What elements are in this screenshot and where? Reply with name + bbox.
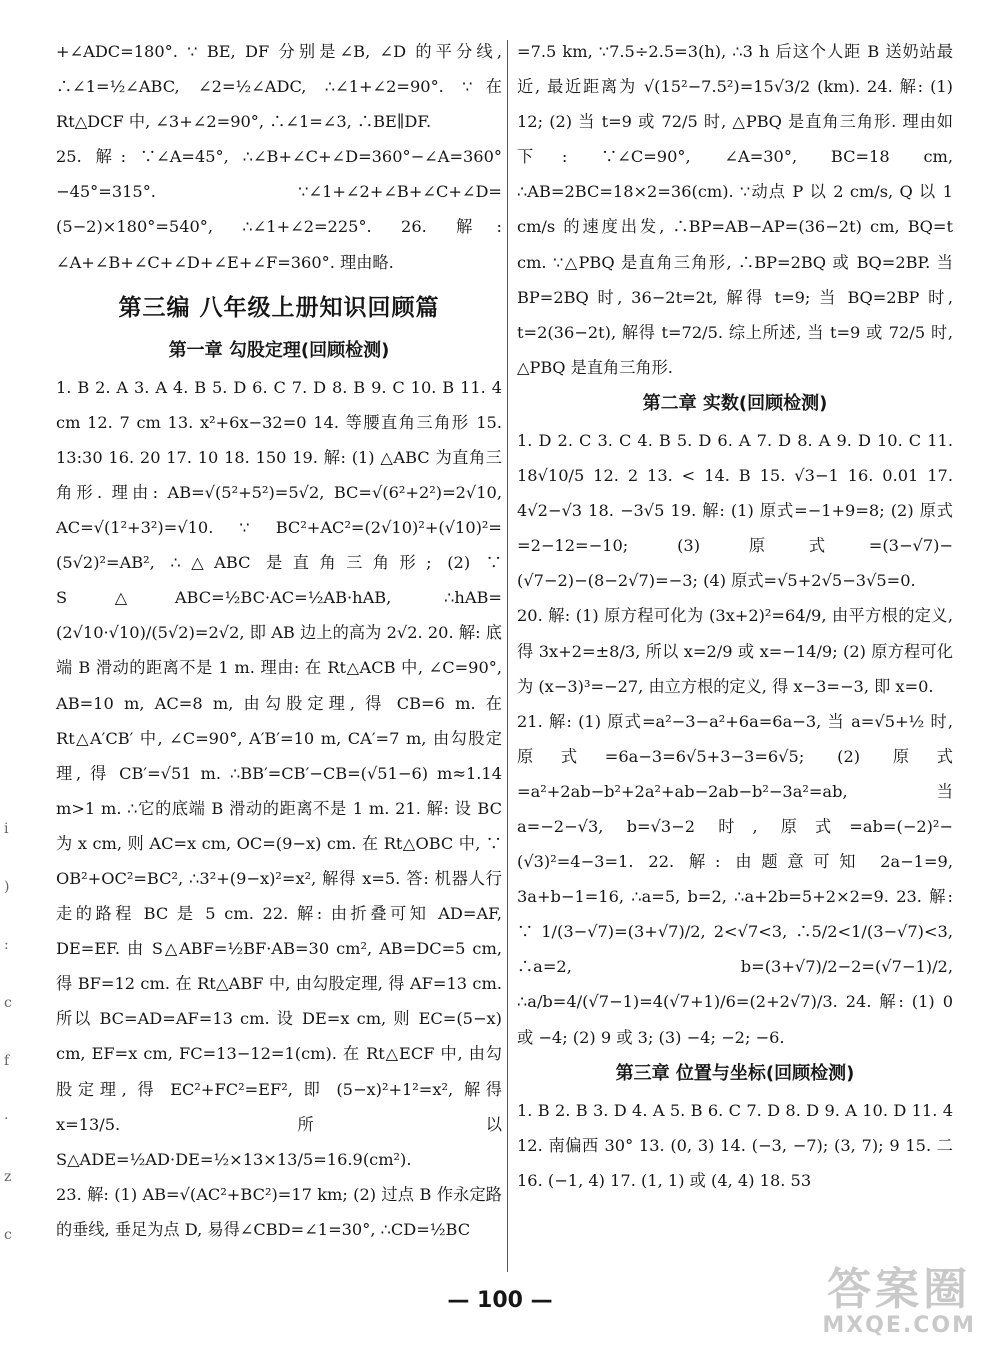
watermark bbox=[822, 1266, 976, 1338]
answer-paragraph: 1. B 2. A 3. A 4. B 5. D 6. C 7. D 8. B 9. C 10. B 11. 4 cm 12. 7 cm 13. x²+6x−32=0 14. 等腰直角三角形 15. 13:30 16. 20 17. 10 18. 150 19. 解: (1) △ABC 为直角三角形. 理由: AB=√(5²+5²)=5√2, BC=√(6²+2²)=2√10, AC=√(1²+3²)=√10. ∵ BC²+AC²=(2√10)²+(√10)²=(5√2)²=AB², ∴△ABC 是直角三角形; (2) ∵ S△ABC=½BC·AC=½AB·hAB, ∴hAB=(2√10·√10)/(5√2)=2√2, 即 AB 边上的高为 2√2. 20. 解: 底端 B 滑动的距离不是 1 m. 理由: 在 Rt△ACB 中, ∠C=90°, AB=10 m, AC=8 m, 由勾股定理, 得 CB=6 m. 在 Rt△A′CB′ 中, ∠C=90°, A′B′=10 m, CA′=7 m, 由勾股定理, 得 CB′=√51 m. ∴BB′=CB′−CB=(√51−6) m≈1.14 m>1 m. ∴它的底端 B 滑动的距离不是 1 m. 21. 解: 设 BC 为 x cm, 则 AC=x cm, OC=(9−x) cm. 在 Rt△OBC 中, ∵ OB²+OC²=BC², ∴3²+(9−x)²=x², 解得 x=5. 答: 机器人行走的路程 BC 是 5 cm. 22. 解: 由折叠可知 AD=AF, DE=EF. 由 S△ABF=½BF·AB=30 cm², AB=DC=5 cm, 得 BF=12 cm. 在 Rt△ABF 中, 由勾股定理, 得 AF=13 cm. 所以 BC=AD=AF=13 cm. 设 DE=x cm, 则 EC=(5−x) cm, EF=x cm, FC=13−12=1(cm). 在 Rt△ECF 中, 由勾股定理, 得 EC²+FC²=EF², 即 (5−x)²+1²=x², 解得 x=13/5. 所以 S△ADE=½AD·DE=½×13×13/5=16.9(cm²). bbox=[56, 377, 502, 1169]
answer-paragraph: 1. D 2. C 3. C 4. B 5. D 6. A 7. D 8. A 9. D 10. C 11. 18√10/5 12. 2 13. < 14. B 15. √3−1 16. 0.01 17. 4√2−√3 18. −3√5 19. 解: (1) 原式=−1+9=8; (2) 原式=2−12=−10; (3) 原式=(3−√7)−(√7−2)−(8−2√7)=−3; (4) 原式=√5+2√5−3√5=0. bbox=[517, 430, 953, 591]
answer-paragraph: 23. 解: (1) AB=√(AC²+BC²)=17 km; (2) 过点 B 作永定路的垂线, 垂足为点 D, 易得∠CBD=∠1=30°, ∴CD=½BC bbox=[56, 1184, 502, 1239]
answer-paragraph: 20. 解: (1) 原方程可化为 (3x+2)²=64/9, 由平方根的定义, 得 3x+2=±8/3, 所以 x=2/9 或 x=−14/9; (2) 原方程可化为 (x−3)³=−27, 由立方根的定义, 得 x−3=−3, 即 x=0. bbox=[517, 606, 953, 696]
margin-mark: · bbox=[4, 1111, 9, 1127]
watermark-site: MXQE.COM bbox=[822, 1313, 976, 1338]
part-title: 第三编 八年级上册知识回顾篇 bbox=[118, 294, 440, 321]
left-column bbox=[56, 34, 502, 1247]
answer-paragraph: +∠ADC=180°. ∵ BE, DF 分别是∠B, ∠D 的平分线, ∴∠1=½∠ABC, ∠2=½∠ADC, ∴∠1+∠2=90°. ∵在 Rt△DCF 中, ∠3+∠2=90°, ∴∠1=∠3, ∴BE∥DF. bbox=[56, 42, 502, 132]
chapter-title-1: 第一章 勾股定理(回顾检测) bbox=[168, 339, 390, 361]
answer-paragraph: 21. 解: (1) 原式=a²−3−a²+6a=6a−3, 当 a=√5+½ 时, 原式=6a−3=6√5+3−3=6√5; (2) 原式=a²+2ab−b²+2a²+ab−2ab−b²−3a²=ab, 当 a=−2−√3, b=√3−2 时, 原式=ab=(−2)²−(√3)²=4−3=1. 22. 解: 由题意可知 2a−1=9, 3a+b−1=16, ∴a=5, b=2, ∴a+2b=5+2×2=9. 23. 解: ∵ 1/(3−√7)=(3+√7)/2, 2<√7<3, ∴5/2<1/(3−√7)<3, ∴a=2, b=(3+√7)/2−2=(√7−1)/2, ∴a/b=4/(√7−1)=4(√7+1)/6=(2+2√7)/3. 24. 解: (1) 0 或 −4; (2) 9 或 3; (3) −4; −2; −6. bbox=[517, 711, 953, 1047]
answer-paragraph: 1. B 2. B 3. D 4. A 5. B 6. C 7. D 8. D 9. A 10. D 11. 4 12. 南偏西 30° 13. (0, 3) 14. (−3, −7); (3, 7); 9 15. 二 16. (−1, 4) 17. (1, 1) 或 (4, 4) 18. 53 bbox=[517, 1100, 953, 1190]
answer-paragraph: =7.5 km, ∵7.5÷2.5=3(h), ∴3 h 后这个人距 B 送奶站最近, 最近距离为 √(15²−7.5²)=15√3/2 (km). 24. 解: (1) 12; (2) 当 t=9 或 72/5 时, △PBQ 是直角三角形. 理由如下: ∵∠C=90°, ∠A=30°, BC=18 cm, ∴AB=2BC=18×2=36(cm). ∵动点 P 以 2 cm/s, Q 以 1 cm/s 的速度出发, ∴BP=AB−AP=(36−2t) cm, BQ=t cm. ∵△PBQ 是直角三角形, ∴BP=2BQ 或 BQ=2BP. 当 BP=2BQ 时, 36−2t=2t, 解得 t=9; 当 BQ=2BP 时, t=2(36−2t), 解得 t=72/5. 综上所述, 当 t=9 或 72/5 时, △PBQ 是直角三角形. bbox=[517, 42, 953, 377]
margin-marks bbox=[4, 800, 18, 1264]
margin-mark: : bbox=[4, 937, 9, 953]
margin-mark: c bbox=[4, 995, 12, 1011]
chapter-title-3: 第三章 位置与坐标(回顾检测) bbox=[615, 1062, 855, 1084]
margin-mark: z bbox=[4, 1169, 12, 1185]
margin-mark: f bbox=[4, 1053, 10, 1069]
answer-paragraph: 25. 解: ∵∠A=45°, ∴∠B+∠C+∠D=360°−∠A=360°−45°=315°. ∵∠1+∠2+∠B+∠C+∠D=(5−2)×180°=540°, ∴∠1+∠2=225°. 26. 解: ∠A+∠B+∠C+∠D+∠E+∠F=360°. 理由略. bbox=[56, 147, 502, 272]
page-number: — 100 — bbox=[447, 1288, 553, 1313]
right-column bbox=[517, 34, 953, 1198]
margin-mark: i bbox=[4, 821, 9, 837]
margin-mark: ) bbox=[4, 879, 10, 895]
watermark-brand: 答案圈 bbox=[827, 1264, 972, 1315]
margin-mark: c bbox=[4, 1227, 12, 1243]
chapter-title-2: 第二章 实数(回顾检测) bbox=[642, 392, 828, 414]
column-divider bbox=[507, 40, 508, 1272]
